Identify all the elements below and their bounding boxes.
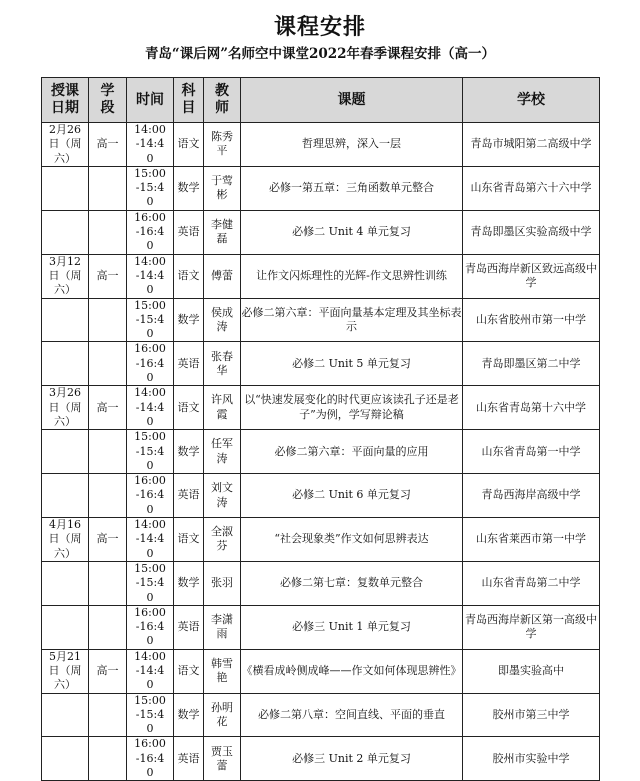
table-row [42, 605, 600, 649]
subject-cell: 英语 [174, 605, 204, 649]
topic-cell: 让作文闪烁理性的光辉-作文思辨性训练 [241, 254, 463, 298]
table-row [42, 210, 600, 254]
date-cell [42, 166, 89, 210]
topic-cell: 必修二第六章：平面向量的应用 [241, 430, 463, 474]
grade-cell [89, 298, 127, 342]
teacher-cell: 全淑芬 [204, 518, 241, 562]
subject-cell: 数学 [174, 166, 204, 210]
teacher-cell: 韩雪艳 [204, 649, 241, 693]
header-grade: 学段 [89, 78, 127, 123]
table-row [42, 518, 600, 562]
date-cell [42, 693, 89, 737]
school-cell: 青岛西海岸新区致远高级中学 [463, 254, 600, 298]
header-subject: 科目 [174, 78, 204, 123]
teacher-cell: 任军涛 [204, 430, 241, 474]
school-cell: 胶州市第三中学 [463, 693, 600, 737]
grade-cell: 高一 [89, 518, 127, 562]
teacher-cell: 贾玉蕾 [204, 737, 241, 781]
date-cell [42, 298, 89, 342]
subject-cell: 数学 [174, 561, 204, 605]
date-cell [42, 430, 89, 474]
teacher-cell: 李潇雨 [204, 605, 241, 649]
time-cell: 16:00-16:40 [127, 737, 174, 781]
topic-cell: 必修二第七章：复数单元整合 [241, 561, 463, 605]
table-row [42, 298, 600, 342]
grade-cell [89, 166, 127, 210]
subject-cell: 语文 [174, 123, 204, 167]
topic-cell: 《横看成岭侧成峰——作文如何体现思辨性》 [241, 649, 463, 693]
grade-cell [89, 342, 127, 386]
school-cell: 青岛西海岸新区第一高级中学 [463, 605, 600, 649]
teacher-cell: 张春华 [204, 342, 241, 386]
grade-cell: 高一 [89, 254, 127, 298]
teacher-cell: 陈秀平 [204, 123, 241, 167]
school-cell: 胶州市实验中学 [463, 737, 600, 781]
topic-cell: 必修二 Unit 6 单元复习 [241, 474, 463, 518]
topic-cell: 必修二第八章：空间直线、平面的垂直 [241, 693, 463, 737]
subject-cell: 数学 [174, 693, 204, 737]
table-row [42, 386, 600, 430]
school-cell: 即墨实验高中 [463, 649, 600, 693]
date-cell: 3月12日（周六） [42, 254, 89, 298]
topic-cell: 必修二 Unit 4 单元复习 [241, 210, 463, 254]
time-cell: 15:00-15:40 [127, 166, 174, 210]
time-cell: 16:00-16:40 [127, 342, 174, 386]
grade-cell [89, 474, 127, 518]
subject-cell: 英语 [174, 342, 204, 386]
grade-cell [89, 737, 127, 781]
school-cell: 山东省青岛第一中学 [463, 430, 600, 474]
school-cell: 山东省胶州市第一中学 [463, 298, 600, 342]
time-cell: 14:00-14:40 [127, 518, 174, 562]
teacher-cell: 孙明花 [204, 693, 241, 737]
grade-cell [89, 605, 127, 649]
topic-cell: 以“快速发展变化的时代更应该读孔子还是老子”为例，学写辩论稿 [241, 386, 463, 430]
grade-cell: 高一 [89, 386, 127, 430]
date-cell [42, 737, 89, 781]
subject-cell: 语文 [174, 254, 204, 298]
subject-cell: 英语 [174, 210, 204, 254]
topic-cell: 必修二第六章：平面向量基本定理及其坐标表示 [241, 298, 463, 342]
header-teacher: 教师 [204, 78, 241, 123]
date-cell: 2月26日（周六） [42, 123, 89, 167]
time-cell: 16:00-16:40 [127, 210, 174, 254]
topic-cell: 必修一第五章：三角函数单元整合 [241, 166, 463, 210]
date-cell [42, 210, 89, 254]
teacher-cell: 李健磊 [204, 210, 241, 254]
table-row [42, 254, 600, 298]
header-school: 学校 [463, 78, 600, 123]
table-row [42, 123, 600, 167]
topic-cell: 必修三 Unit 2 单元复习 [241, 737, 463, 781]
table-row [42, 693, 600, 737]
subject-cell: 英语 [174, 737, 204, 781]
school-cell: 山东省青岛第六十六中学 [463, 166, 600, 210]
grade-cell [89, 561, 127, 605]
teacher-cell: 侯成涛 [204, 298, 241, 342]
header-topic: 课题 [241, 78, 463, 123]
grade-cell [89, 693, 127, 737]
schedule-table [41, 77, 600, 781]
grade-cell: 高一 [89, 123, 127, 167]
time-cell: 15:00-15:40 [127, 430, 174, 474]
teacher-cell: 刘文涛 [204, 474, 241, 518]
schedule-body [42, 123, 600, 781]
teacher-cell: 傅蕾 [204, 254, 241, 298]
page-title: 课程安排 [273, 14, 366, 40]
grade-cell [89, 210, 127, 254]
school-cell: 青岛西海岸高级中学 [463, 474, 600, 518]
table-row [42, 737, 600, 781]
school-cell: 青岛即墨区实验高级中学 [463, 210, 600, 254]
grade-cell [89, 430, 127, 474]
time-cell: 14:00-14:40 [127, 123, 174, 167]
subject-cell: 语文 [174, 386, 204, 430]
table-row [42, 649, 600, 693]
subject-cell: 语文 [174, 649, 204, 693]
topic-cell: 必修二 Unit 5 单元复习 [241, 342, 463, 386]
date-cell [42, 342, 89, 386]
date-cell: 3月26日（周六） [42, 386, 89, 430]
school-cell: 山东省青岛第二中学 [463, 561, 600, 605]
school-cell: 青岛即墨区第二中学 [463, 342, 600, 386]
topic-cell: “社会现象类”作文如何思辨表达 [241, 518, 463, 562]
grade-cell: 高一 [89, 649, 127, 693]
school-cell: 青岛市城阳第二高级中学 [463, 123, 600, 167]
header-row [42, 78, 600, 123]
subject-cell: 语文 [174, 518, 204, 562]
subject-cell: 英语 [174, 474, 204, 518]
subject-cell: 数学 [174, 298, 204, 342]
school-cell: 山东省莱西市第一中学 [463, 518, 600, 562]
topic-cell: 必修三 Unit 1 单元复习 [241, 605, 463, 649]
time-cell: 15:00-15:40 [127, 298, 174, 342]
page-subtitle: 青岛“课后网”名师空中课堂2022年春季课程安排（高一） [144, 46, 496, 62]
header-time: 时间 [127, 78, 174, 123]
teacher-cell: 许风霞 [204, 386, 241, 430]
table-row [42, 430, 600, 474]
topic-cell: 哲理思辨，深入一层 [241, 123, 463, 167]
time-cell: 16:00-16:40 [127, 474, 174, 518]
table-row [42, 342, 600, 386]
date-cell [42, 561, 89, 605]
time-cell: 15:00-15:40 [127, 561, 174, 605]
time-cell: 14:00-14:40 [127, 254, 174, 298]
table-row [42, 561, 600, 605]
school-cell: 山东省青岛第十六中学 [463, 386, 600, 430]
date-cell: 4月16日（周六） [42, 518, 89, 562]
teacher-cell: 张羽 [204, 561, 241, 605]
teacher-cell: 于莺彬 [204, 166, 241, 210]
subject-cell: 数学 [174, 430, 204, 474]
date-cell [42, 474, 89, 518]
time-cell: 15:00-15:40 [127, 693, 174, 737]
date-cell: 5月21日（周六） [42, 649, 89, 693]
time-cell: 16:00-16:40 [127, 605, 174, 649]
header-date: 授课日期 [42, 78, 89, 123]
time-cell: 14:00-14:40 [127, 649, 174, 693]
table-row [42, 474, 600, 518]
date-cell [42, 605, 89, 649]
time-cell: 14:00-14:40 [127, 386, 174, 430]
table-row [42, 166, 600, 210]
